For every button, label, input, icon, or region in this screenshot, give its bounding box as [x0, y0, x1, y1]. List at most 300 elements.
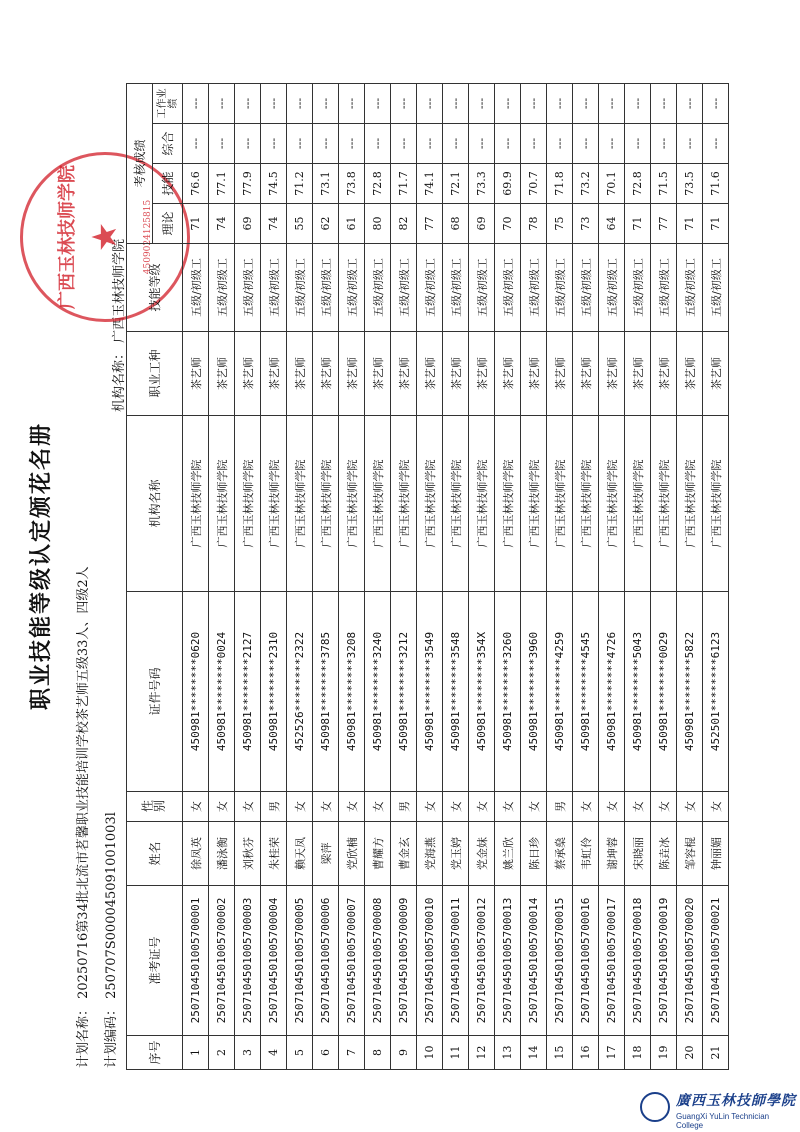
cell-skill: 73.3 — [469, 164, 495, 204]
cell-gender: 女 — [287, 792, 313, 822]
cell-name: 韦虹伶 — [573, 822, 599, 886]
cell-gender: 女 — [183, 792, 209, 822]
college-logo — [640, 1088, 796, 1128]
cell-occ: 茶艺师 — [599, 332, 625, 416]
cell-org: 广西玉林技师学院 — [209, 416, 235, 592]
cell-skill: 72.8 — [625, 164, 651, 204]
cell-theory: 75 — [547, 204, 573, 244]
table-row — [495, 84, 521, 1070]
logo-chinese: 廣西玉林技師學院 — [676, 1093, 796, 1109]
cell-level: 五级/初级工 — [651, 244, 677, 332]
cell-work: --- — [495, 84, 521, 124]
cell-seq: 19 — [651, 1036, 677, 1070]
cell-occ: 茶艺师 — [469, 332, 495, 416]
seal-text: 广西玉林技师学院 — [57, 165, 78, 309]
cell-exam: 2507104501005700021 — [703, 886, 729, 1036]
cell-gender: 女 — [703, 792, 729, 822]
cell-comp: --- — [287, 124, 313, 164]
cell-theory: 69 — [469, 204, 495, 244]
cell-occ: 茶艺师 — [417, 332, 443, 416]
cell-org: 广西玉林技师学院 — [703, 416, 729, 592]
cell-theory: 82 — [391, 204, 417, 244]
cell-exam: 2507104501005700019 — [651, 886, 677, 1036]
cell-skill: 71.7 — [391, 164, 417, 204]
cell-org: 广西玉林技师学院 — [183, 416, 209, 592]
cell-comp: --- — [339, 124, 365, 164]
cell-seq: 18 — [625, 1036, 651, 1070]
cell-org: 广西玉林技师学院 — [365, 416, 391, 592]
cell-gender: 男 — [391, 792, 417, 822]
cell-comp: --- — [261, 124, 287, 164]
cell-work: --- — [339, 84, 365, 124]
cell-comp: --- — [521, 124, 547, 164]
cell-exam: 2507104501005700017 — [599, 886, 625, 1036]
cell-gender: 女 — [651, 792, 677, 822]
cell-gender: 女 — [235, 792, 261, 822]
cell-gender: 女 — [599, 792, 625, 822]
table-row — [261, 84, 287, 1070]
cell-comp: --- — [573, 124, 599, 164]
table-row — [547, 84, 573, 1070]
cell-name: 梁萍 — [313, 822, 339, 886]
cell-exam: 2507104501005700004 — [261, 886, 287, 1036]
cell-seq: 2 — [209, 1036, 235, 1070]
cell-seq: 15 — [547, 1036, 573, 1070]
cell-org: 广西玉林技师学院 — [391, 416, 417, 592]
cell-comp: --- — [677, 124, 703, 164]
cell-comp: --- — [443, 124, 469, 164]
cell-id: 450981********3549 — [417, 592, 443, 792]
cell-skill: 77.1 — [209, 164, 235, 204]
cell-comp: --- — [209, 124, 235, 164]
cell-theory: 69 — [235, 204, 261, 244]
cell-occ: 茶艺师 — [235, 332, 261, 416]
cell-id: 450981********0024 — [209, 592, 235, 792]
cell-theory: 64 — [599, 204, 625, 244]
table-row — [365, 84, 391, 1070]
cell-seq: 9 — [391, 1036, 417, 1070]
cell-seq: 21 — [703, 1036, 729, 1070]
org-name: 机构名称： 广西玉林技师学院 — [112, 238, 127, 412]
cell-skill: 69.9 — [495, 164, 521, 204]
cell-work: --- — [625, 84, 651, 124]
cell-comp: --- — [313, 124, 339, 164]
cell-comp: --- — [469, 124, 495, 164]
cell-skill: 74.5 — [261, 164, 287, 204]
cell-work: --- — [677, 84, 703, 124]
cell-id: 450981********4545 — [573, 592, 599, 792]
cell-skill: 71.2 — [287, 164, 313, 204]
cell-level: 五级/初级工 — [209, 244, 235, 332]
cell-level: 五级/初级工 — [469, 244, 495, 332]
header-theory: 理论 — [153, 204, 183, 244]
cell-theory: 61 — [339, 204, 365, 244]
cell-id: 450981********0620 — [183, 592, 209, 792]
cell-comp: --- — [547, 124, 573, 164]
cell-id: 450981********5822 — [677, 592, 703, 792]
cell-theory: 55 — [287, 204, 313, 244]
table-row — [391, 84, 417, 1070]
cell-gender: 男 — [547, 792, 573, 822]
cell-theory: 77 — [417, 204, 443, 244]
cell-level: 五级/初级工 — [365, 244, 391, 332]
seal-number: 4509024125815 — [143, 199, 153, 275]
cell-org: 广西玉林技师学院 — [417, 416, 443, 592]
cell-theory: 62 — [313, 204, 339, 244]
cell-work: --- — [651, 84, 677, 124]
header-gender-text: 性别 — [141, 799, 165, 814]
header-scores: 考核成绩 — [127, 84, 153, 244]
cell-skill: 70.7 — [521, 164, 547, 204]
cell-skill: 70.1 — [599, 164, 625, 204]
cell-name: 蔡承燊 — [547, 822, 573, 886]
cell-occ: 茶艺师 — [677, 332, 703, 416]
cell-comp: --- — [625, 124, 651, 164]
cell-seq: 14 — [521, 1036, 547, 1070]
cell-level: 五级/初级工 — [521, 244, 547, 332]
cell-occ: 茶艺师 — [547, 332, 573, 416]
cell-work: --- — [365, 84, 391, 124]
header-exam-no: 准考证号 — [127, 886, 183, 1036]
cell-id: 450981********3785 — [313, 592, 339, 792]
cell-work: --- — [209, 84, 235, 124]
header-level: 技能等级 — [127, 244, 183, 332]
cell-theory: 70 — [495, 204, 521, 244]
cell-theory: 71 — [677, 204, 703, 244]
table-row — [287, 84, 313, 1070]
cell-occ: 茶艺师 — [391, 332, 417, 416]
cell-theory: 71 — [183, 204, 209, 244]
cell-exam: 2507104501005700007 — [339, 886, 365, 1036]
cell-id: 450981********3548 — [443, 592, 469, 792]
cell-level: 五级/初级工 — [417, 244, 443, 332]
cell-org: 广西玉林技师学院 — [313, 416, 339, 592]
cell-occ: 茶艺师 — [261, 332, 287, 416]
table-row — [521, 84, 547, 1070]
cell-id: 450981********3208 — [339, 592, 365, 792]
cell-work: --- — [235, 84, 261, 124]
cell-name: 党欣楠 — [339, 822, 365, 886]
cell-name: 党金妹 — [469, 822, 495, 886]
cell-org: 广西玉林技师学院 — [677, 416, 703, 592]
cell-id: 450981********3960 — [521, 592, 547, 792]
cell-occ: 茶艺师 — [287, 332, 313, 416]
header-work — [153, 84, 183, 124]
cell-level: 五级/初级工 — [703, 244, 729, 332]
plan-name: 计划名称： 20250716第34批北流市茗馨职业技能培训学校茶艺师五级33人、四级2人 — [76, 566, 91, 1068]
cell-name: 刘秋芬 — [235, 822, 261, 886]
cell-gender: 女 — [521, 792, 547, 822]
plan-code: 计划编码： 250707S000045091001003l — [104, 812, 119, 1068]
cell-name: 徐凤英 — [183, 822, 209, 886]
cell-gender: 女 — [417, 792, 443, 822]
table-row — [651, 84, 677, 1070]
cell-name: 陈日珍 — [521, 822, 547, 886]
cell-occ: 茶艺师 — [521, 332, 547, 416]
cell-name: 潘泳衡 — [209, 822, 235, 886]
cell-exam: 2507104501005700009 — [391, 886, 417, 1036]
cell-id: 450981********4259 — [547, 592, 573, 792]
cell-theory: 80 — [365, 204, 391, 244]
cell-work: --- — [703, 84, 729, 124]
table-row — [313, 84, 339, 1070]
cell-level: 五级/初级工 — [547, 244, 573, 332]
cell-id: 450981********3240 — [365, 592, 391, 792]
cell-level: 五级/初级工 — [183, 244, 209, 332]
cell-gender: 女 — [495, 792, 521, 822]
cell-occ: 茶艺师 — [313, 332, 339, 416]
cell-seq: 6 — [313, 1036, 339, 1070]
cell-exam: 2507104501005700011 — [443, 886, 469, 1036]
cell-org: 广西玉林技师学院 — [339, 416, 365, 592]
cell-comp: --- — [365, 124, 391, 164]
table-row — [417, 84, 443, 1070]
cell-org: 广西玉林技师学院 — [287, 416, 313, 592]
cell-occ: 茶艺师 — [651, 332, 677, 416]
cell-comp: --- — [651, 124, 677, 164]
cell-level: 五级/初级工 — [625, 244, 651, 332]
cell-skill: 72.1 — [443, 164, 469, 204]
cell-level: 五级/初级工 — [339, 244, 365, 332]
cell-gender: 女 — [365, 792, 391, 822]
table-row — [703, 84, 729, 1070]
header-work-text: 工作业绩 — [156, 88, 179, 119]
cell-name: 姚兰欣 — [495, 822, 521, 886]
cell-seq: 7 — [339, 1036, 365, 1070]
cell-org: 广西玉林技师学院 — [235, 416, 261, 592]
cell-comp: --- — [495, 124, 521, 164]
cell-skill: 71.8 — [547, 164, 573, 204]
cell-exam: 2507104501005700003 — [235, 886, 261, 1036]
cell-seq: 11 — [443, 1036, 469, 1070]
cell-level: 五级/初级工 — [391, 244, 417, 332]
cell-work: --- — [443, 84, 469, 124]
header-seq: 序号 — [127, 1036, 183, 1070]
table-row — [443, 84, 469, 1070]
cell-gender: 女 — [573, 792, 599, 822]
cell-comp: --- — [183, 124, 209, 164]
cell-exam: 2507104501005700001 — [183, 886, 209, 1036]
cell-name: 赖天凤 — [287, 822, 313, 886]
header-comprehensive: 综合 — [153, 124, 183, 164]
cell-skill: 73.1 — [313, 164, 339, 204]
cell-theory: 77 — [651, 204, 677, 244]
cell-exam: 2507104501005700005 — [287, 886, 313, 1036]
cell-level: 五级/初级工 — [573, 244, 599, 332]
cell-theory: 73 — [573, 204, 599, 244]
cell-name: 党玉婷 — [443, 822, 469, 886]
cell-theory: 78 — [521, 204, 547, 244]
header-occupation: 职业工种 — [127, 332, 183, 416]
cell-name: 钟丽媚 — [703, 822, 729, 886]
cell-org: 广西玉林技师学院 — [651, 416, 677, 592]
header-skill: 技能 — [153, 164, 183, 204]
cell-seq: 16 — [573, 1036, 599, 1070]
cell-name: 曹耀方 — [365, 822, 391, 886]
cell-work: --- — [547, 84, 573, 124]
table-row — [209, 84, 235, 1070]
cell-gender: 男 — [261, 792, 287, 822]
header-name: 姓名 — [127, 822, 183, 886]
cell-gender: 女 — [313, 792, 339, 822]
cell-seq: 17 — [599, 1036, 625, 1070]
cell-theory: 74 — [261, 204, 287, 244]
cell-theory: 71 — [703, 204, 729, 244]
cell-name: 党海燕 — [417, 822, 443, 886]
cell-occ: 茶艺师 — [703, 332, 729, 416]
cell-gender: 女 — [209, 792, 235, 822]
cell-skill: 71.5 — [651, 164, 677, 204]
college-emblem-icon — [640, 1092, 670, 1122]
cell-level: 五级/初级工 — [313, 244, 339, 332]
logo-english: GuangXi YuLin Technician College — [676, 1112, 770, 1130]
cell-seq: 5 — [287, 1036, 313, 1070]
cell-occ: 茶艺师 — [209, 332, 235, 416]
cell-seq: 20 — [677, 1036, 703, 1070]
cell-level: 五级/初级工 — [261, 244, 287, 332]
cell-work: --- — [261, 84, 287, 124]
cell-skill: 73.8 — [339, 164, 365, 204]
cell-level: 五级/初级工 — [495, 244, 521, 332]
table-row — [469, 84, 495, 1070]
cell-org: 广西玉林技师学院 — [469, 416, 495, 592]
cell-id: 452526********2322 — [287, 592, 313, 792]
cell-seq: 10 — [417, 1036, 443, 1070]
header-gender — [127, 792, 183, 822]
cell-comp: --- — [599, 124, 625, 164]
cell-seq: 13 — [495, 1036, 521, 1070]
cell-name: 宋晓丽 — [625, 822, 651, 886]
cell-skill: 71.6 — [703, 164, 729, 204]
cell-name: 朱桂荣 — [261, 822, 287, 886]
cell-work: --- — [521, 84, 547, 124]
document-title: 职业技能等级认定颁花名册 — [28, 422, 54, 711]
cell-exam: 2507104501005700015 — [547, 886, 573, 1036]
cell-id: 450981********5043 — [625, 592, 651, 792]
cell-work: --- — [573, 84, 599, 124]
roster-table — [126, 83, 729, 1070]
cell-name: 曹金玄 — [391, 822, 417, 886]
cell-id: 450981********4726 — [599, 592, 625, 792]
cell-id: 450981********3212 — [391, 592, 417, 792]
cell-work: --- — [183, 84, 209, 124]
table-row — [677, 84, 703, 1070]
cell-org: 广西玉林技师学院 — [599, 416, 625, 592]
cell-occ: 茶艺师 — [625, 332, 651, 416]
cell-exam: 2507104501005700002 — [209, 886, 235, 1036]
cell-exam: 2507104501005700018 — [625, 886, 651, 1036]
table-row — [625, 84, 651, 1070]
cell-level: 五级/初级工 — [235, 244, 261, 332]
cell-gender: 女 — [625, 792, 651, 822]
cell-gender: 女 — [677, 792, 703, 822]
cell-comp: --- — [417, 124, 443, 164]
cell-org: 广西玉林技师学院 — [521, 416, 547, 592]
cell-gender: 女 — [469, 792, 495, 822]
cell-seq: 4 — [261, 1036, 287, 1070]
cell-comp: --- — [703, 124, 729, 164]
cell-theory: 71 — [625, 204, 651, 244]
cell-org: 广西玉林技师学院 — [625, 416, 651, 592]
cell-id: 452501********6123 — [703, 592, 729, 792]
table-row — [183, 84, 209, 1070]
cell-exam: 2507104501005700016 — [573, 886, 599, 1036]
cell-level: 五级/初级工 — [677, 244, 703, 332]
cell-work: --- — [391, 84, 417, 124]
cell-id: 450981********354X — [469, 592, 495, 792]
cell-name: 陈垚冰 — [651, 822, 677, 886]
cell-skill: 73.2 — [573, 164, 599, 204]
cell-occ: 茶艺师 — [573, 332, 599, 416]
cell-work: --- — [417, 84, 443, 124]
cell-comp: --- — [391, 124, 417, 164]
cell-id: 450981********0029 — [651, 592, 677, 792]
cell-occ: 茶艺师 — [443, 332, 469, 416]
table-row — [235, 84, 261, 1070]
star-icon: ★ — [85, 221, 125, 253]
cell-level: 五级/初级工 — [599, 244, 625, 332]
cell-work: --- — [313, 84, 339, 124]
cell-name: 谢坤蓉 — [599, 822, 625, 886]
cell-skill: 76.6 — [183, 164, 209, 204]
cell-exam: 2507104501005700012 — [469, 886, 495, 1036]
cell-gender: 女 — [339, 792, 365, 822]
table-row — [573, 84, 599, 1070]
cell-org: 广西玉林技师学院 — [547, 416, 573, 592]
cell-org: 广西玉林技师学院 — [443, 416, 469, 592]
cell-skill: 74.1 — [417, 164, 443, 204]
cell-exam: 2507104501005700006 — [313, 886, 339, 1036]
roster-body — [183, 84, 729, 1070]
cell-exam: 2507104501005700014 — [521, 886, 547, 1036]
cell-level: 五级/初级工 — [287, 244, 313, 332]
cell-exam: 2507104501005700013 — [495, 886, 521, 1036]
cell-work: --- — [599, 84, 625, 124]
table-row — [339, 84, 365, 1070]
cell-exam: 2507104501005700020 — [677, 886, 703, 1036]
cell-skill: 72.8 — [365, 164, 391, 204]
cell-id: 450981********2127 — [235, 592, 261, 792]
cell-skill: 73.5 — [677, 164, 703, 204]
cell-org: 广西玉林技师学院 — [573, 416, 599, 592]
cell-comp: --- — [235, 124, 261, 164]
cell-theory: 74 — [209, 204, 235, 244]
cell-occ: 茶艺师 — [495, 332, 521, 416]
cell-name: 邹容棍 — [677, 822, 703, 886]
cell-occ: 茶艺师 — [339, 332, 365, 416]
cell-seq: 12 — [469, 1036, 495, 1070]
cell-occ: 茶艺师 — [183, 332, 209, 416]
cell-id: 450981********3260 — [495, 592, 521, 792]
cell-work: --- — [469, 84, 495, 124]
cell-exam: 2507104501005700008 — [365, 886, 391, 1036]
cell-gender: 女 — [443, 792, 469, 822]
header-org: 机构名称 — [127, 416, 183, 592]
cell-occ: 茶艺师 — [365, 332, 391, 416]
cell-exam: 2507104501005700010 — [417, 886, 443, 1036]
cell-org: 广西玉林技师学院 — [495, 416, 521, 592]
cell-org: 广西玉林技师学院 — [261, 416, 287, 592]
header-id-no: 证件号码 — [127, 592, 183, 792]
cell-seq: 3 — [235, 1036, 261, 1070]
table-row — [599, 84, 625, 1070]
cell-seq: 1 — [183, 1036, 209, 1070]
cell-id: 450981********2310 — [261, 592, 287, 792]
cell-seq: 8 — [365, 1036, 391, 1070]
cell-level: 五级/初级工 — [443, 244, 469, 332]
cell-skill: 77.9 — [235, 164, 261, 204]
cell-work: --- — [287, 84, 313, 124]
